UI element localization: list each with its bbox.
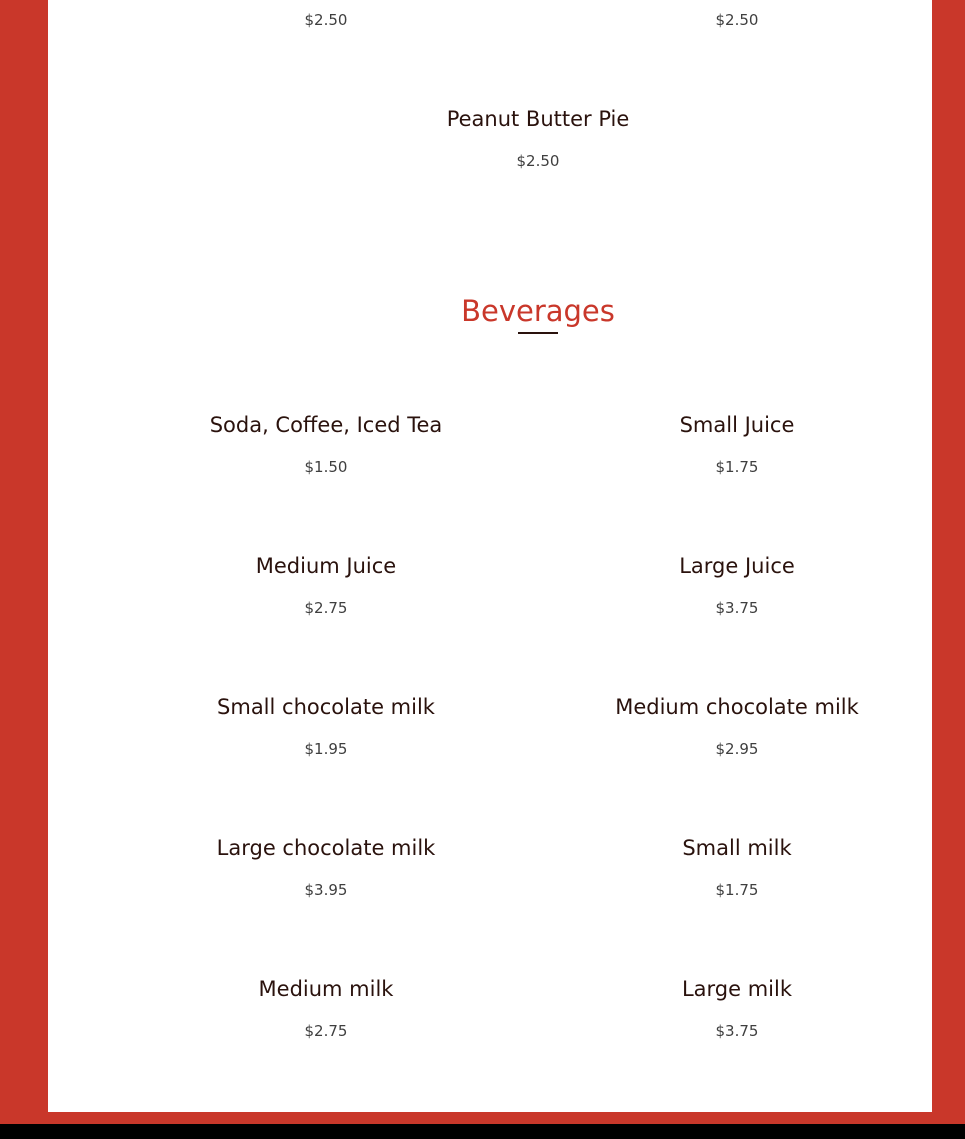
menu-item-peanut-butter-pie: Peanut Butter Pie — [446, 107, 630, 131]
item-price: $1.95 — [304, 740, 348, 758]
menu-item: Medium chocolate milk — [615, 695, 859, 719]
item-price: $3.95 — [304, 881, 348, 899]
menu-item: Medium milk — [258, 977, 394, 1001]
menu-item: Small chocolate milk — [217, 695, 435, 719]
menu-item: Large Juice — [679, 554, 795, 578]
menu-item: Soda, Coffee, Iced Tea — [209, 413, 443, 437]
item-price: $3.75 — [715, 599, 759, 617]
menu-item: Medium Juice — [255, 554, 397, 578]
menu-item: Large chocolate milk — [216, 836, 436, 860]
menu-item: Small milk — [682, 836, 792, 860]
item-price: $3.75 — [715, 1022, 759, 1040]
menu-card — [48, 0, 932, 1112]
item-price: $1.50 — [304, 458, 348, 476]
item-price: $2.50 — [304, 11, 348, 29]
bottom-bar — [0, 1124, 965, 1139]
item-price: $2.75 — [304, 1022, 348, 1040]
item-price: $1.75 — [715, 458, 759, 476]
item-price: $2.75 — [304, 599, 348, 617]
item-price: $2.50 — [715, 11, 759, 29]
section-title-beverages: Beverages — [461, 294, 615, 329]
item-price: $2.95 — [715, 740, 759, 758]
item-price: $2.50 — [516, 152, 560, 170]
menu-item: Large milk — [681, 977, 793, 1001]
item-price: $1.75 — [715, 881, 759, 899]
section-divider — [518, 332, 558, 334]
menu-item: Small Juice — [679, 413, 795, 437]
